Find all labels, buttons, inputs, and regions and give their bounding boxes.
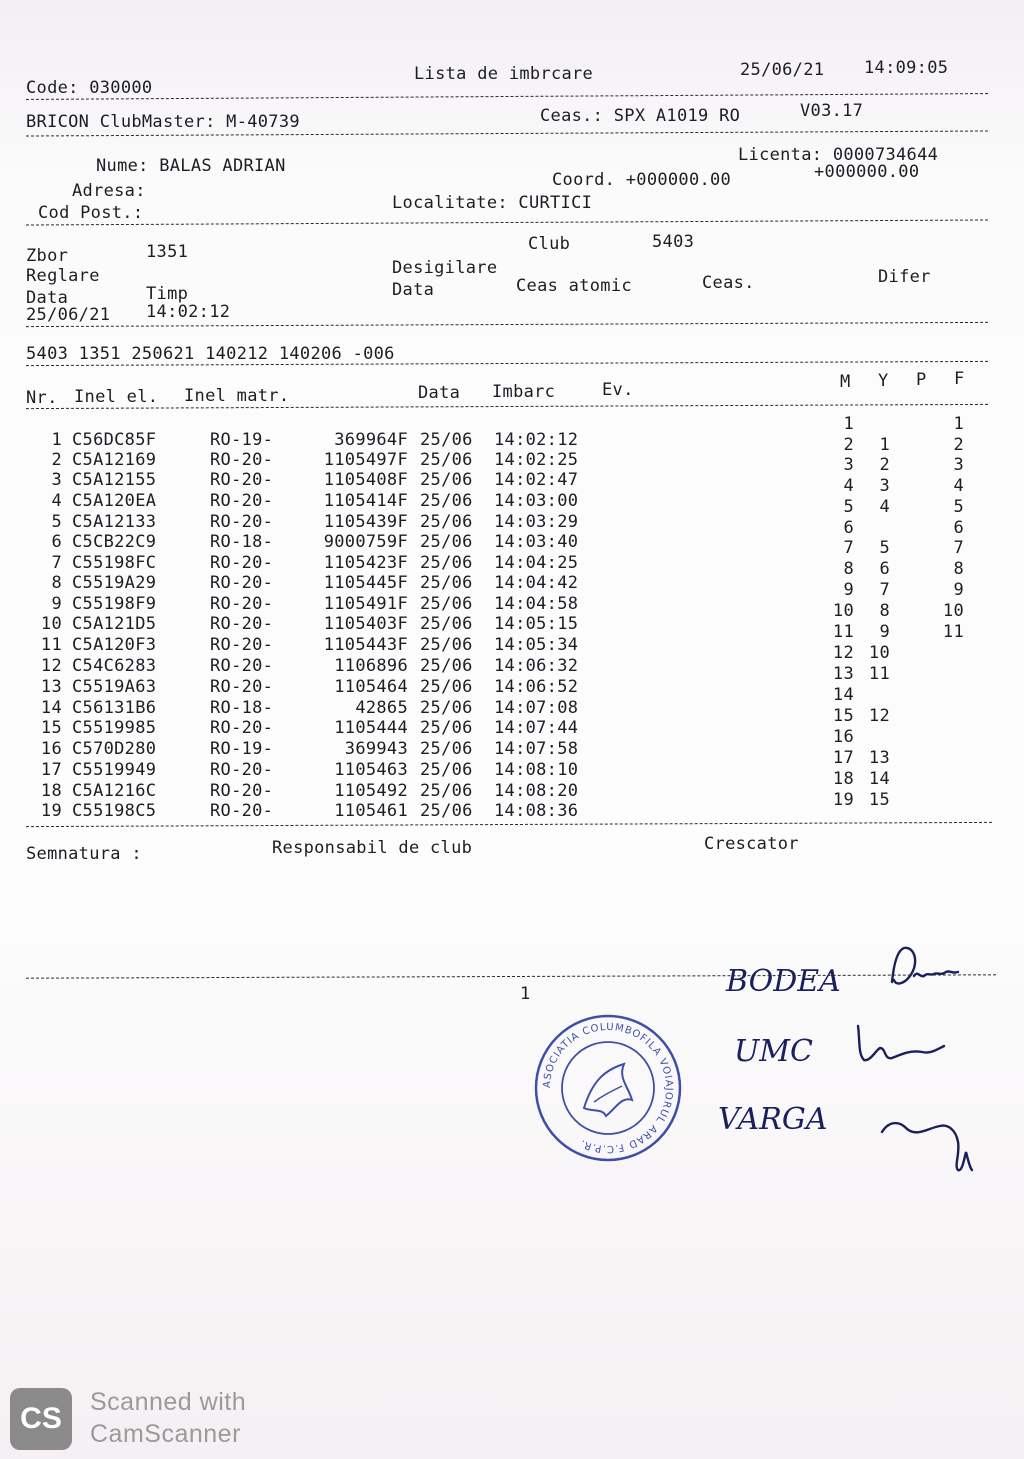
rank-y: 8 xyxy=(879,601,890,621)
divider xyxy=(26,404,988,409)
row-ring-number: 1105408F xyxy=(323,470,408,490)
breeder-label: Crescator xyxy=(704,834,799,854)
ranking-row xyxy=(0,414,1024,434)
address-label: Adresa: xyxy=(72,181,146,201)
rank-y: 1 xyxy=(879,435,890,455)
ranking-row xyxy=(0,706,1024,726)
row-number: 19 xyxy=(40,801,62,821)
ceas-label: Ceas.: SPX A1019 RO xyxy=(540,106,741,126)
ranking-row xyxy=(0,769,1024,789)
row-electronic-ring: C5A1216C xyxy=(72,781,157,801)
rank-f: 4 xyxy=(953,476,964,496)
divider xyxy=(26,974,996,978)
rank-f: 8 xyxy=(953,559,964,579)
atomic-clock-label: Ceas atomic xyxy=(516,276,632,296)
rank-f: 11 xyxy=(942,622,964,642)
row-time: 14:02:47 xyxy=(494,470,579,490)
row-ring-number: 9000759F xyxy=(323,532,408,552)
col-inel-el: Inel el. xyxy=(74,387,159,407)
rank-f: 2 xyxy=(953,435,964,455)
clubmaster-label: BRICON ClubMaster: M-40739 xyxy=(26,112,300,132)
flight-number: 1351 xyxy=(146,242,189,262)
handwritten-name-2: UMC xyxy=(734,1034,813,1069)
row-ring-prefix: RO-20- xyxy=(210,594,274,614)
row-ring-number: 42865 xyxy=(355,698,408,718)
rank-f: 1 xyxy=(953,414,964,434)
row-date: 25/06 xyxy=(420,573,473,593)
row-electronic-ring: C5519985 xyxy=(72,718,157,738)
col-y: Y xyxy=(878,371,889,391)
row-date: 25/06 xyxy=(420,801,473,821)
row-date: 25/06 xyxy=(420,430,473,450)
signature-scribble-1 xyxy=(884,942,964,992)
row-ring-number: 1105497F xyxy=(323,450,408,470)
row-time: 14:03:40 xyxy=(494,532,579,552)
row-time: 14:08:36 xyxy=(494,801,579,821)
rank-y: 9 xyxy=(879,622,890,642)
header-date: 25/06/21 xyxy=(740,60,825,80)
row-ring-number: 1105492 xyxy=(334,781,408,801)
rank-m: 12 xyxy=(832,643,854,663)
header-time: 14:09:05 xyxy=(864,58,949,78)
row-date: 25/06 xyxy=(420,470,473,490)
rank-y: 7 xyxy=(879,580,890,600)
ranking-row xyxy=(0,435,1024,455)
row-date: 25/06 xyxy=(420,512,473,532)
row-time: 14:05:34 xyxy=(494,635,579,655)
row-date: 25/06 xyxy=(420,532,473,552)
row-time: 14:07:44 xyxy=(494,718,579,738)
rank-m: 5 xyxy=(843,497,854,517)
licence-number: Licenta: 0000734644 xyxy=(738,145,939,165)
row-electronic-ring: C5519A29 xyxy=(72,573,157,593)
row-ring-number: 1105464 xyxy=(334,677,408,697)
row-ring-prefix: RO-19- xyxy=(210,739,274,759)
rank-m: 11 xyxy=(832,622,854,642)
row-ring-number: 1105403F xyxy=(323,614,408,634)
row-date: 25/06 xyxy=(420,614,473,634)
club-number: 5403 xyxy=(652,232,695,252)
ranking-row xyxy=(0,601,1024,621)
rank-m: 8 xyxy=(843,559,854,579)
row-time: 14:02:25 xyxy=(494,450,579,470)
data-label: Data xyxy=(26,288,69,308)
col-inel-matr: Inel matr. xyxy=(184,386,290,406)
divider xyxy=(26,219,988,225)
page-number: 1 xyxy=(520,984,531,1004)
rank-m: 1 xyxy=(843,414,854,434)
club-responsible-label: Responsabil de club xyxy=(272,838,473,858)
ranking-row xyxy=(0,559,1024,579)
row-number: 4 xyxy=(51,491,62,511)
rank-f: 3 xyxy=(953,455,964,475)
locality-label: Localitate: CURTICI xyxy=(392,193,593,213)
rank-y: 3 xyxy=(879,476,890,496)
row-date: 25/06 xyxy=(420,491,473,511)
row-ring-prefix: RO-20- xyxy=(210,470,274,490)
row-date: 25/06 xyxy=(420,677,473,697)
row-electronic-ring: C56131B6 xyxy=(72,698,157,718)
handwritten-name-3: VARGA xyxy=(718,1102,828,1137)
owner-name: Nume: BALAS ADRIAN xyxy=(96,156,286,176)
ranking-row xyxy=(0,790,1024,810)
ranking-row xyxy=(0,664,1024,684)
code-label: Code: 030000 xyxy=(26,78,153,98)
club-stamp xyxy=(532,1012,684,1164)
rank-y: 13 xyxy=(868,748,890,768)
rank-y: 11 xyxy=(868,664,890,684)
row-ring-number: 1105423F xyxy=(323,553,408,573)
row-electronic-ring: C5A120F3 xyxy=(72,635,157,655)
rank-y: 5 xyxy=(879,538,890,558)
stamp-text: ASOCIATIA COLUMBOFILA VOIAJORUL ARAD F.C.P.R. xyxy=(541,1021,675,1155)
row-number: 11 xyxy=(40,635,62,655)
difference-label: Difer xyxy=(878,267,931,287)
row-date: 25/06 xyxy=(420,760,473,780)
row-ring-number: 369943 xyxy=(344,739,408,759)
signature-scribble-2 xyxy=(850,1020,950,1070)
row-electronic-ring: C5A12133 xyxy=(72,512,157,532)
row-time: 14:07:08 xyxy=(494,698,579,718)
rank-m: 19 xyxy=(832,790,854,810)
row-number: 12 xyxy=(40,656,62,676)
flight-time: 14:02:12 xyxy=(146,302,231,322)
row-number: 17 xyxy=(40,760,62,780)
row-ring-prefix: RO-18- xyxy=(210,532,274,552)
rank-m: 9 xyxy=(843,580,854,600)
row-electronic-ring: C55198C5 xyxy=(72,801,157,821)
row-ring-number: 1105445F xyxy=(323,573,408,593)
watermark-line-1: Scanned with xyxy=(90,1388,247,1416)
signature-scribble-3 xyxy=(876,1108,976,1178)
row-ring-prefix: RO-20- xyxy=(210,781,274,801)
ranking-row xyxy=(0,518,1024,538)
row-electronic-ring: C55198FC xyxy=(72,553,157,573)
row-ring-number: 369964F xyxy=(334,430,408,450)
rank-y: 10 xyxy=(868,643,890,663)
row-date: 25/06 xyxy=(420,739,473,759)
row-electronic-ring: C5A12169 xyxy=(72,450,157,470)
rank-m: 10 xyxy=(832,601,854,621)
divider xyxy=(26,322,988,327)
rank-f: 7 xyxy=(953,538,964,558)
rank-m: 16 xyxy=(832,727,854,747)
row-date: 25/06 xyxy=(420,781,473,801)
col-ev: Ev. xyxy=(602,380,634,400)
row-electronic-ring: C5CB22C9 xyxy=(72,532,157,552)
row-ring-prefix: RO-20- xyxy=(210,656,274,676)
row-time: 14:05:15 xyxy=(494,614,579,634)
row-ring-number: 1105463 xyxy=(334,760,408,780)
row-number: 2 xyxy=(51,450,62,470)
row-ring-prefix: RO-20- xyxy=(210,450,274,470)
row-ring-prefix: RO-20- xyxy=(210,573,274,593)
row-date: 25/06 xyxy=(420,594,473,614)
row-electronic-ring: C56DC85F xyxy=(72,430,157,450)
ranking-row xyxy=(0,643,1024,663)
divider xyxy=(26,93,988,100)
row-ring-prefix: RO-20- xyxy=(210,760,274,780)
ranking-row xyxy=(0,497,1024,517)
clock-label: Ceas. xyxy=(702,273,755,293)
row-ring-number: 1106896 xyxy=(334,656,408,676)
rank-m: 14 xyxy=(832,685,854,705)
row-time: 14:06:52 xyxy=(494,677,579,697)
rank-y: 12 xyxy=(868,706,890,726)
timp-label: Timp xyxy=(146,284,189,304)
row-electronic-ring: C5A121D5 xyxy=(72,614,157,634)
row-time: 14:07:58 xyxy=(494,739,579,759)
row-ring-prefix: RO-20- xyxy=(210,553,274,573)
ranking-row xyxy=(0,622,1024,642)
row-electronic-ring: C570D280 xyxy=(72,739,157,759)
row-time: 14:02:12 xyxy=(494,430,579,450)
row-electronic-ring: C5519949 xyxy=(72,760,157,780)
coordinates-label: Coord. +000000.00 xyxy=(552,170,732,190)
ranking-row xyxy=(0,476,1024,496)
row-ring-number: 1105443F xyxy=(323,635,408,655)
row-date: 25/06 xyxy=(420,718,473,738)
row-ring-prefix: RO-20- xyxy=(210,718,274,738)
row-time: 14:03:00 xyxy=(494,491,579,511)
ranking-row xyxy=(0,727,1024,747)
row-time: 14:06:32 xyxy=(494,656,579,676)
ranking-row xyxy=(0,685,1024,705)
row-ring-prefix: RO-20- xyxy=(210,512,274,532)
row-ring-number: 1105444 xyxy=(334,718,408,738)
rank-m: 18 xyxy=(832,769,854,789)
col-f: F xyxy=(954,369,965,389)
row-ring-prefix: RO-20- xyxy=(210,677,274,697)
row-number: 3 xyxy=(51,470,62,490)
row-number: 7 xyxy=(51,553,62,573)
col-nr: Nr. xyxy=(26,388,58,408)
postal-code-label: Cod Post.: xyxy=(38,203,144,223)
rank-m: 15 xyxy=(832,706,854,726)
rank-m: 13 xyxy=(832,664,854,684)
ranking-row xyxy=(0,748,1024,768)
ranking-row xyxy=(0,455,1024,475)
row-ring-number: 1105439F xyxy=(323,512,408,532)
rank-f: 6 xyxy=(953,518,964,538)
row-time: 14:08:10 xyxy=(494,760,579,780)
rank-m: 4 xyxy=(843,476,854,496)
row-number: 1 xyxy=(51,430,62,450)
col-data: Data xyxy=(418,383,461,403)
row-number: 15 xyxy=(40,718,62,738)
rank-y: 4 xyxy=(879,497,890,517)
document-title: Lista de imbrcare xyxy=(414,64,594,84)
rank-f: 9 xyxy=(953,580,964,600)
row-number: 13 xyxy=(40,677,62,697)
version-label: V03.17 xyxy=(800,101,864,121)
row-electronic-ring: C5A120EA xyxy=(72,491,157,511)
col-p: P xyxy=(916,370,927,390)
data-label-2: Data xyxy=(392,280,435,300)
reglare-label: Reglare xyxy=(26,266,100,286)
rank-m: 3 xyxy=(843,455,854,475)
row-electronic-ring: C5519A63 xyxy=(72,677,157,697)
row-number: 16 xyxy=(40,739,62,759)
row-time: 14:04:25 xyxy=(494,553,579,573)
row-date: 25/06 xyxy=(420,553,473,573)
rank-m: 7 xyxy=(843,538,854,558)
camscanner-logo: CS xyxy=(10,1388,72,1450)
rank-y: 15 xyxy=(868,790,890,810)
flight-date: 25/06/21 xyxy=(26,305,111,325)
row-ring-prefix: RO-19- xyxy=(210,430,274,450)
row-number: 10 xyxy=(40,614,62,634)
handwritten-name-1: BODEA xyxy=(726,964,841,999)
row-ring-number: 1105461 xyxy=(334,801,408,821)
row-electronic-ring: C5A12155 xyxy=(72,470,157,490)
coordinates-value: +000000.00 xyxy=(814,162,920,182)
row-number: 5 xyxy=(51,512,62,532)
rank-m: 6 xyxy=(843,518,854,538)
row-time: 14:04:58 xyxy=(494,594,579,614)
col-m: M xyxy=(840,372,851,392)
flight-label: Zbor xyxy=(26,246,69,266)
divider xyxy=(26,822,992,827)
row-number: 18 xyxy=(40,781,62,801)
row-date: 25/06 xyxy=(420,450,473,470)
row-ring-number: 1105491F xyxy=(323,594,408,614)
desigilare-label: Desigilare xyxy=(392,258,498,278)
rank-m: 17 xyxy=(832,748,854,768)
rank-y: 14 xyxy=(868,769,890,789)
rank-y: 2 xyxy=(879,455,890,475)
rank-f: 5 xyxy=(953,497,964,517)
ranking-row xyxy=(0,580,1024,600)
row-ring-prefix: RO-20- xyxy=(210,801,274,821)
row-number: 8 xyxy=(51,573,62,593)
row-ring-prefix: RO-20- xyxy=(210,614,274,634)
row-date: 25/06 xyxy=(420,635,473,655)
col-imbarc: Imbarc xyxy=(492,382,556,402)
club-label: Club xyxy=(528,234,571,254)
row-date: 25/06 xyxy=(420,698,473,718)
signature-label: Semnatura : xyxy=(26,844,142,864)
rank-y: 6 xyxy=(879,559,890,579)
rank-f: 10 xyxy=(942,601,964,621)
row-ring-prefix: RO-20- xyxy=(210,491,274,511)
flight-code-line: 5403 1351 250621 140212 140206 -006 xyxy=(26,344,395,364)
rank-m: 2 xyxy=(843,435,854,455)
row-electronic-ring: C54C6283 xyxy=(72,656,157,676)
ranking-row xyxy=(0,538,1024,558)
row-number: 14 xyxy=(40,698,62,718)
row-number: 9 xyxy=(51,594,62,614)
row-ring-number: 1105414F xyxy=(323,491,408,511)
row-time: 14:08:20 xyxy=(494,781,579,801)
row-ring-prefix: RO-20- xyxy=(210,635,274,655)
watermark-line-2: CamScanner xyxy=(90,1420,241,1448)
row-number: 6 xyxy=(51,532,62,552)
row-ring-prefix: RO-18- xyxy=(210,698,274,718)
row-time: 14:04:42 xyxy=(494,573,579,593)
row-time: 14:03:29 xyxy=(494,512,579,532)
row-electronic-ring: C55198F9 xyxy=(72,594,157,614)
row-date: 25/06 xyxy=(420,656,473,676)
